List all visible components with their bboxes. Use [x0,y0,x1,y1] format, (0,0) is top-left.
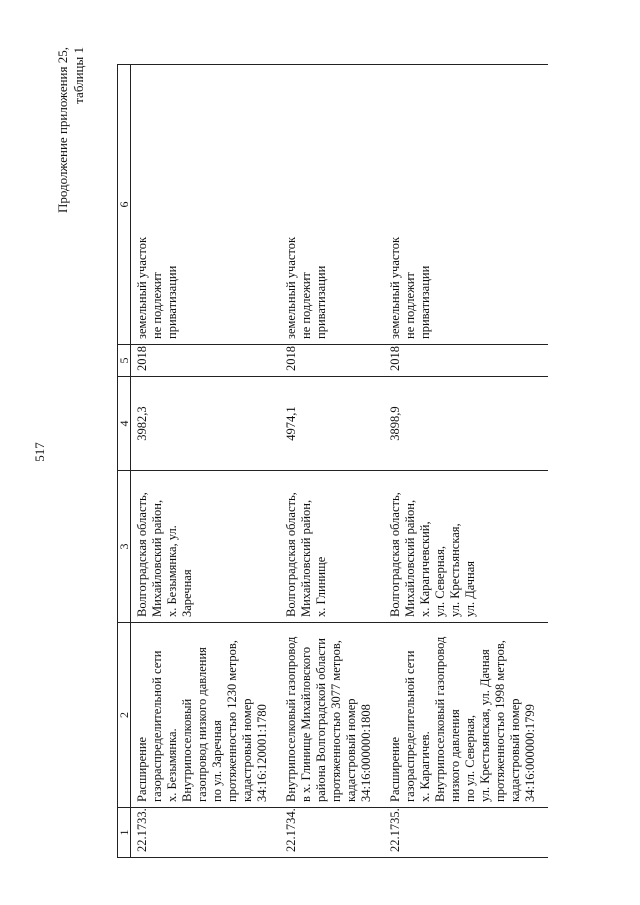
object-value: 3898,9 [384,377,548,471]
column-header-4: 4 [118,377,131,471]
object-address: Волгоградская область, Михайловский район, х. Безымянка, ул. Заречная [131,471,281,623]
header-row [118,65,131,858]
column-header-2: 2 [118,623,131,808]
caption-line-2: таблицы 1 [71,47,86,104]
column-header-1: 1 [118,808,131,858]
object-year: 2018 [131,345,281,377]
table-row [384,65,548,858]
object-year: 2018 [280,345,384,377]
caption-line-1: Продолжение приложения 25, [55,47,70,214]
object-address: Волгоградская область, Михайловский район, х. Глинище [280,471,384,623]
row-number: 22.1734. [280,808,384,858]
object-value: 4974,1 [280,377,384,471]
row-number: 22.1735. [384,808,548,858]
page-number: 517 [32,442,47,462]
column-header-6: 6 [118,65,131,345]
table-row [131,65,281,858]
object-note: земельный участок не подлежит приватизации [280,65,384,345]
object-address: Волгоградская область, Михайловский район, х. Карагичевский, ул. Северная, ул. Крестьянская, ул. Дачная [384,471,548,623]
object-note: земельный участок не подлежит приватизации [384,65,548,345]
table-row [280,65,384,858]
object-value: 3982,3 [131,377,281,471]
object-name: Расширение газораспределительной сети х. Карагичев. Внутрипоселковый газопровод низкого давления по ул. Северная, ул. Крестьянская, ул. Дачная протяженностью 1998 метров, кадастровый номер 34:16:000000:1799 [384,623,548,808]
column-header-5: 5 [118,345,131,377]
object-name: Внутрипоселковый газопровод в х. Глинище Михайловского района Волгоградской области протяженностью 3077 метров, кадастровый номер 34:16:000000:1808 [280,623,384,808]
property-table [117,64,548,858]
column-header-3: 3 [118,471,131,623]
table-caption [55,47,87,213]
object-note: земельный участок не подлежит приватизации [131,65,281,345]
row-number: 22.1733. [131,808,281,858]
object-year: 2018 [384,345,548,377]
object-name: Расширение газораспределительной сети х. Безымянка. Внутрипоселковый газопровод низкого давления по ул. Заречная протяженностью 1230 метров, кадастровый номер 34:16:120001:1780 [131,623,281,808]
